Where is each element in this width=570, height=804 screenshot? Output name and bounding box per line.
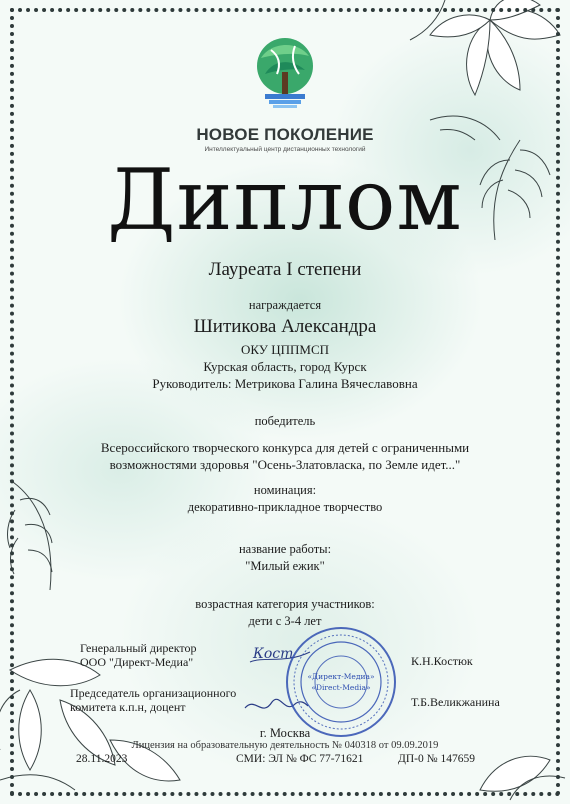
official-seal-stamp [285,626,397,738]
director-title-line-1: Генеральный директор [80,641,197,655]
age-label: возрастная категория участников: [195,597,375,611]
brand-name: НОВОЕ ПОКОЛЕНИЕ [196,125,374,144]
city-text: г. Москва [259,726,311,740]
organization-text: ОКУ ЦППМСП [240,342,330,357]
degree-text: Лауреата I степени [208,259,362,280]
nomination-label: номинация: [253,483,317,497]
issue-date: 28.11.2023 [76,753,128,765]
director-name: К.Н.Костюк [411,654,473,668]
nomination-value: декоративно-прикладное творчество [187,500,383,514]
smi-registration: СМИ: ЭЛ № ФС 77-71621 [236,753,364,765]
work-title: "Милый ежик" [245,559,325,573]
tree-logo-icon [251,34,319,116]
diploma-title: Диплом [107,151,463,249]
seal-center-line-2: «Direct-Media» [311,683,371,692]
work-label: название работы: [238,542,332,556]
signature-scribble: Кост [253,646,294,662]
license-text: Лицензия на образовательную деятельность № 040318 от 09.09.2019 [131,740,439,751]
supervisor-text: Руководитель: Метрикова Галина Вячеславовна [152,376,418,391]
chair-title-line-2: комитета к.п.н, доцент [70,700,186,714]
document-number: ДП-0 № 147659 [398,753,475,765]
seal-center-line-1: «Директ-Медиа» [307,672,375,681]
contest-line-1: Всероссийского творческого конкурса для детей с ограниченными [100,440,470,455]
chair-name: Т.Б.Великжанина [411,695,500,709]
chair-title-line-1: Председатель организационного [70,686,237,700]
recipient-name: Шитикова Александра [193,316,377,337]
age-value: дети с 3-4 лет [248,614,322,628]
awarded-label: награждается [248,298,322,312]
brand-subtitle: Интеллектуальный центр дистанционных технологий [204,146,366,153]
director-title [80,641,197,669]
chair-title [70,686,236,714]
location-text: Курская область, город Курск [203,359,367,374]
director-title-line-2: ООО "Директ-Медиа" [80,655,194,669]
winner-label: победитель [254,414,316,428]
contest-line-2: возможностями здоровья "Осень-Златовласка, по Земле идет..." [109,457,461,472]
